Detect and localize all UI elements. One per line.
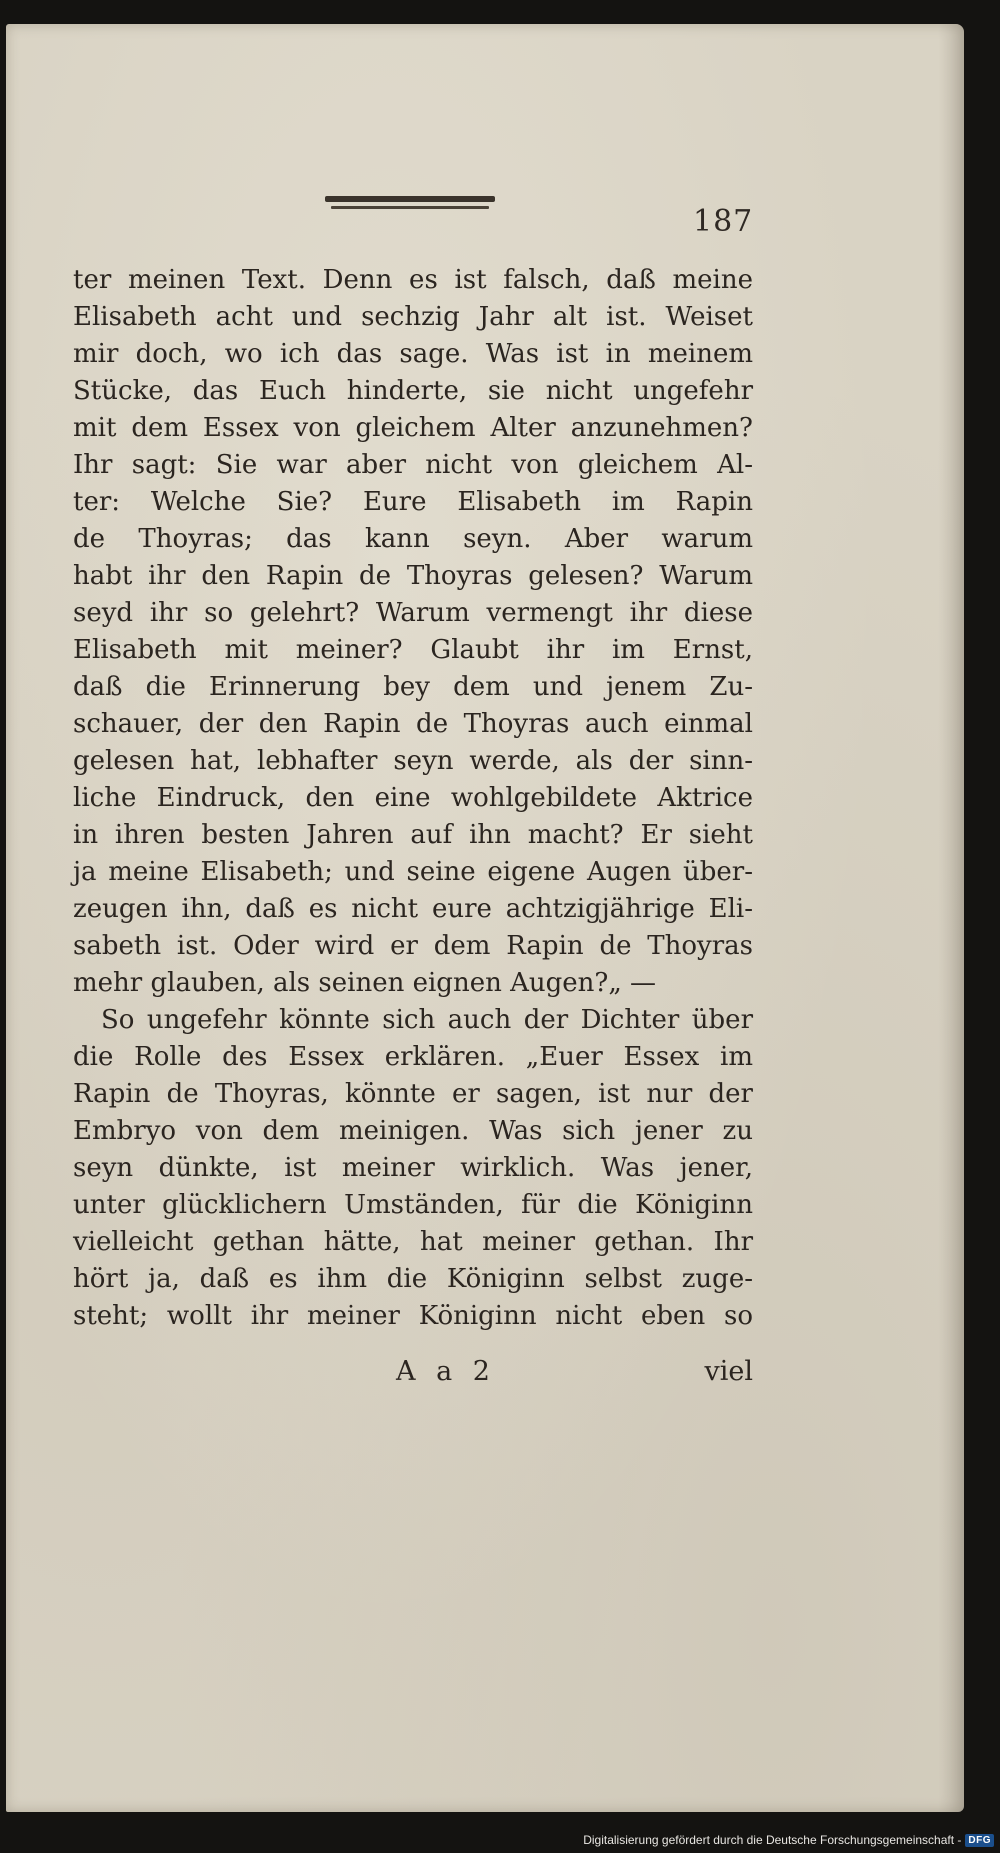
- text-line: gelesen hat, lebhafter seyn werde, als der sinn-: [73, 746, 753, 776]
- text-line: die Rolle des Essex erklären. „Euer Essex im: [73, 1042, 753, 1072]
- text-line: So ungefehr könnte sich auch der Dichter über: [101, 1005, 753, 1035]
- text-line: Ihr sagt: Sie war aber nicht von gleichem Al-: [73, 450, 753, 480]
- text-line: mir doch, wo ich das sage. Was ist in meinem: [73, 339, 753, 369]
- page-footer-line: [73, 1356, 753, 1396]
- text-line: liche Eindruck, den eine wohlgebildete Aktrice: [73, 783, 753, 813]
- text-line: ja meine Elisabeth; und seine eigene Augen über-: [73, 857, 753, 887]
- text-line: in ihren besten Jahren auf ihn macht? Er sieht: [73, 820, 753, 850]
- text-line: Elisabeth mit meiner? Glaubt ihr im Ernst,: [73, 635, 753, 665]
- dfg-logo: DFG: [965, 1834, 994, 1847]
- page-edge-shadow: [938, 24, 964, 1812]
- catchword: viel: [704, 1356, 753, 1387]
- text-line: mehr glauben, als seinen eignen Augen?„ —: [73, 968, 657, 998]
- text-line: ter meinen Text. Denn es ist falsch, daß meine: [73, 265, 753, 295]
- text-line: daß die Erinnerung bey dem und jenem Zu-: [73, 672, 753, 702]
- text-line: de Thoyras; das kann seyn. Aber warum: [73, 524, 753, 554]
- ornament-bar-thick: [325, 196, 495, 202]
- text-line: seyd ihr so gelehrt? Warum vermengt ihr diese: [73, 598, 753, 628]
- page-number: 187: [693, 204, 754, 239]
- text-line: Rapin de Thoyras, könnte er sagen, ist nur der: [73, 1079, 753, 1109]
- text-line: hört ja, daß es ihm die Königinn selbst zuge-: [73, 1264, 753, 1294]
- text-line: sabeth ist. Oder wird er dem Rapin de Thoyras: [73, 931, 753, 961]
- credit-text: Digitalisierung gefördert durch die Deutsche Forschungsgemeinschaft -: [583, 1833, 962, 1847]
- text-line: habt ihr den Rapin de Thoyras gelesen? Warum: [73, 561, 753, 591]
- text-line: seyn dünkte, ist meiner wirklich. Was jener,: [73, 1153, 753, 1183]
- text-line: zeugen ihn, daß es nicht eure achtzigjährige Eli-: [73, 894, 753, 924]
- text-line: Elisabeth acht und sechzig Jahr alt ist. Weiset: [73, 302, 753, 332]
- signature-mark: A a 2: [396, 1356, 496, 1387]
- text-line: ter: Welche Sie? Eure Elisabeth im Rapin: [73, 487, 753, 517]
- text-line: schauer, der den Rapin de Thoyras auch einmal: [73, 709, 753, 739]
- text-line: Stücke, das Euch hinderte, sie nicht ungefehr: [73, 376, 753, 406]
- text-line: steht; wollt ihr meiner Königinn nicht eben so: [73, 1301, 753, 1331]
- text-line: Embryo von dem meinigen. Was sich jener zu: [73, 1116, 753, 1146]
- digitization-credit: [583, 1831, 994, 1849]
- text-line: vielleicht gethan hätte, hat meiner gethan. Ihr: [73, 1227, 753, 1257]
- body-text: [73, 262, 753, 1335]
- ornament-bar-thin: [331, 206, 489, 209]
- text-line: mit dem Essex von gleichem Alter anzunehmen?: [73, 413, 753, 443]
- text-line: unter glücklichern Umständen, für die Königinn: [73, 1190, 753, 1220]
- header-ornament-rule: [325, 194, 495, 212]
